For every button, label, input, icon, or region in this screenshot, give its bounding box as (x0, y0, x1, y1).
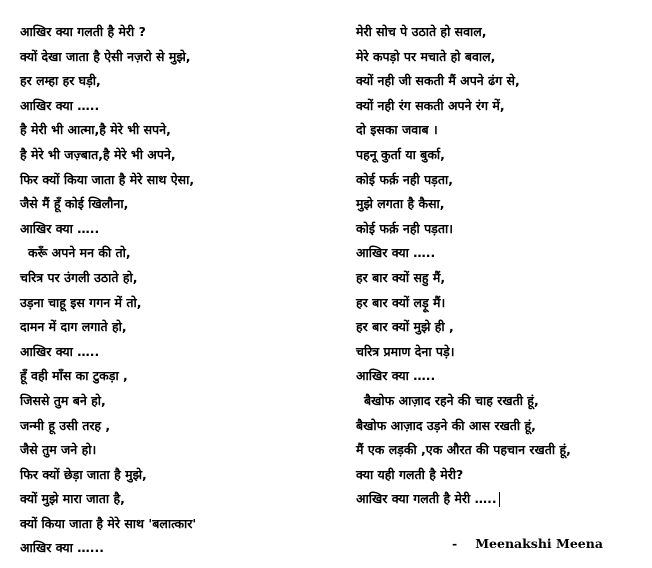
poem-line: क्या यही गलती है मेरी? (356, 466, 464, 482)
poem-line: मुझे लगता है कैसा, (356, 196, 445, 212)
poem-line: मेरी सोच पे उठाते हो सवाल, (356, 24, 487, 39)
poem-line: चरित्र पर उंगली उठाते हो, (20, 269, 138, 285)
poem-line: क्यों नही जी सकती मैं अपने ढंग से, (356, 73, 520, 89)
poem-line: दामन में दाग लगाते हो, (20, 319, 127, 335)
poem-line: क्यों देखा जाता है ऐसी नज़रो से मुझे, (20, 48, 191, 64)
author-signature (452, 536, 603, 551)
poem-line: चरित्र प्रमाण देना पड़े। (356, 343, 455, 359)
poem-line: कोई फर्क़ नही पड़ता, (356, 171, 453, 187)
poem-line: कोई फर्क़ नही पड़ता। (356, 220, 453, 236)
poem-line: पहनू कुर्ता या बुर्का, (356, 146, 445, 162)
poem-line: है मेरे भी जज़्बात,है मेरे भी अपने, (20, 146, 176, 162)
poem-left-column (20, 20, 340, 561)
poem-line: करूँ अपने मन की तो, (28, 245, 131, 261)
poem-last-line (356, 487, 648, 512)
poem-line: जैसे मैं हूँ कोई खिलौना, (20, 196, 129, 212)
poem-line: हूँ वही माँस का टुकड़ा , (20, 368, 128, 384)
poem-line: आखिर क्या ….. (20, 220, 100, 236)
poem-line: आखिर क्या ….. (356, 368, 436, 384)
poem-line: आखिर क्या ….. (20, 97, 100, 113)
poem-line: क्यों किया जाता है मेरे साथ 'बलात्कार' (20, 515, 197, 531)
poem-line: आखिर क्या गलती है मेरी ? (20, 24, 146, 39)
poem-line-text: आखिर क्या गलती है मेरी ….. (356, 491, 497, 507)
poem-line: जन्मी हू उसी तरह , (20, 417, 111, 433)
poem-line: जिससे तुम बने हो, (20, 392, 106, 408)
signature-dash: - (452, 536, 458, 551)
poem-line: क्यों मुझे मारा जाता है, (20, 491, 125, 507)
poem-line: जैसे तुम जने हो। (20, 442, 97, 458)
poem-line: हर बार क्यों मुझे ही , (356, 319, 454, 335)
poem-line: आखिर क्या ….. (20, 343, 100, 359)
poem-line: मेरे कपड़ो पर मचाते हो बवाल, (356, 48, 496, 64)
poem-line: दो इसका जवाब । (356, 122, 438, 138)
poem-line: हर बार क्यों लड़ू मैं। (356, 294, 446, 310)
poem-line: उड़ना चाहू इस गगन में तो, (20, 294, 142, 310)
poem-line: बैखोफ आज़ाद उड़ने की आस रखती हूं, (356, 417, 536, 433)
poem-line: आखिर क्या ….. (356, 245, 436, 261)
poem-line: फिर क्यों किया जाता है मेरे साथ ऐसा, (20, 171, 195, 187)
author-name: Meenakshi Meena (475, 536, 603, 551)
poem-line: फिर क्यों छेड़ा जाता है मुझे, (20, 466, 147, 482)
poem-line: क्यों नही रंग सकती अपने रंग में, (356, 97, 505, 113)
poem-line: है मेरी भी आत्मा,है मेरे भी सपने, (20, 122, 171, 138)
poem-line: हर लम्हा हर घड़ी, (20, 73, 101, 89)
poem-line: हर बार क्यों सहु मैं, (356, 269, 446, 285)
poem-line: आखिर क्या …... (20, 540, 104, 556)
text-cursor (499, 492, 500, 507)
poem-right-column (356, 20, 648, 512)
poem-line: मैं एक लड़की ,एक औरत की पहचान रखती हूं, (356, 442, 571, 458)
poem-line: बैखोफ आज़ाद रहने की चाह रखती हूं, (364, 392, 539, 408)
